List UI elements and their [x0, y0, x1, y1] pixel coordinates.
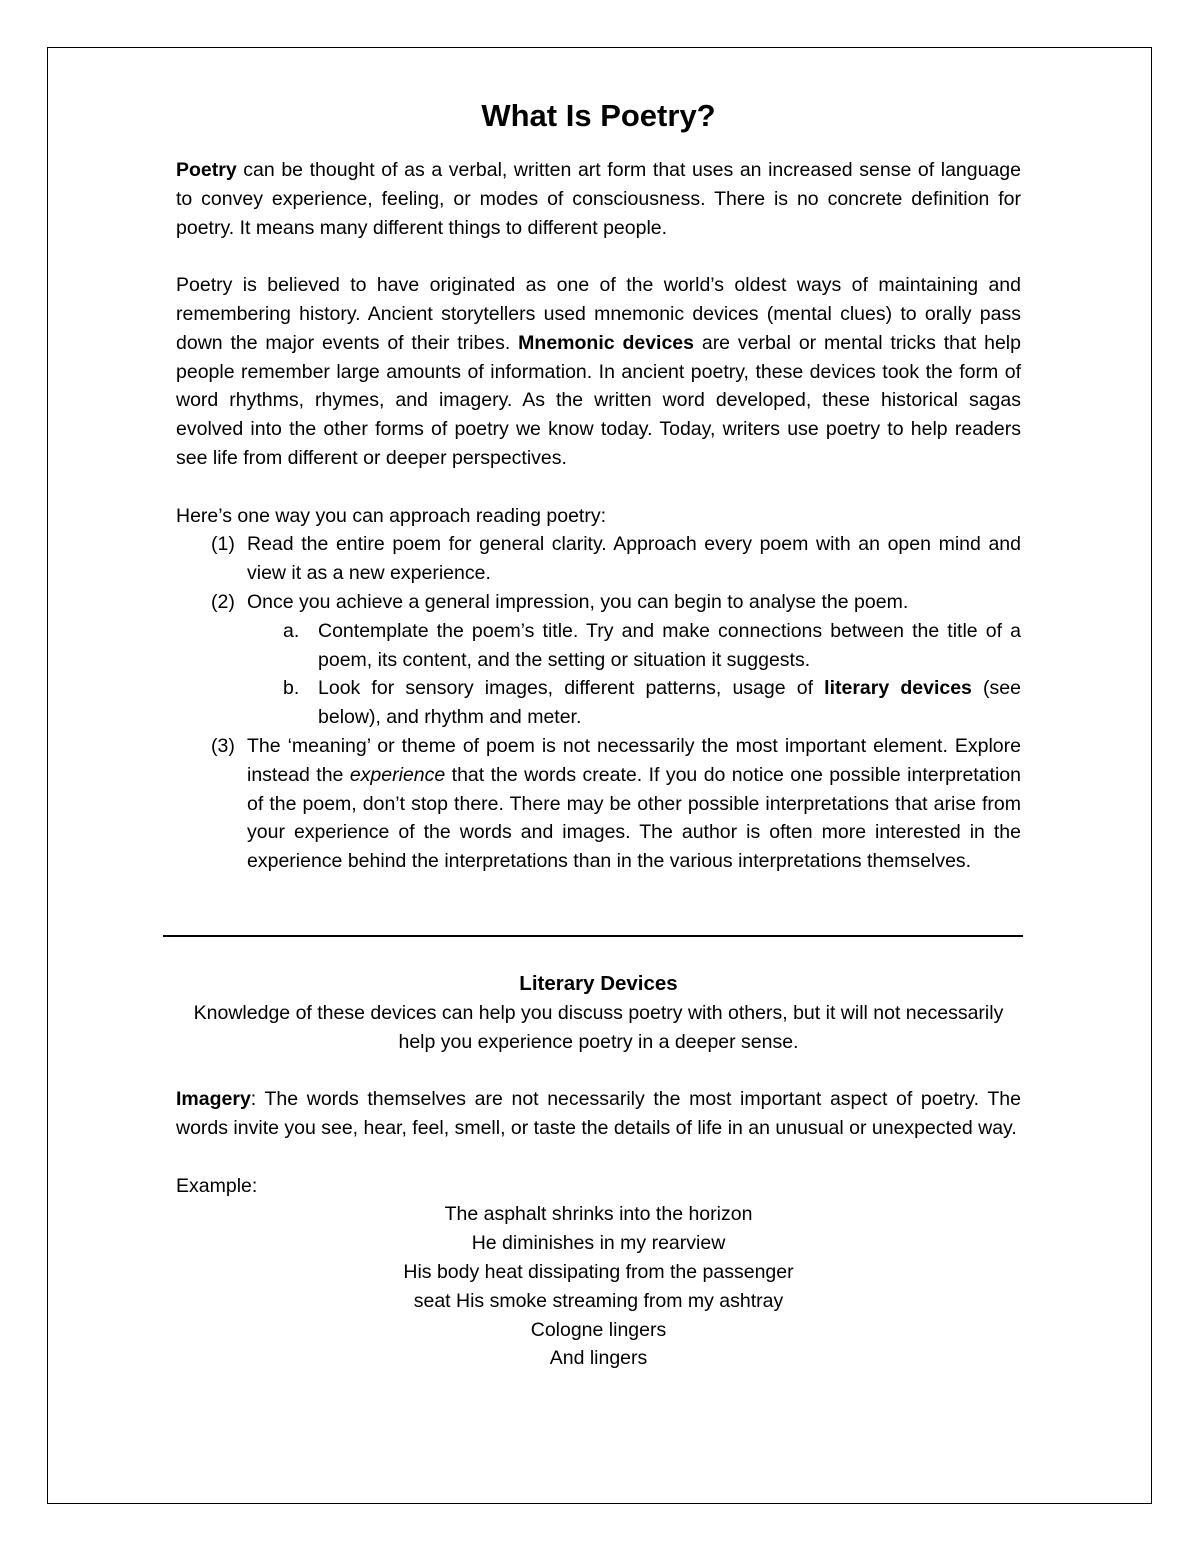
step-text: Once you achieve a general impression, you can begin to analyse the poem. — [247, 590, 909, 613]
step-text: Read the entire poem for general clarity. Approach every poem with an open mind and view it as a new experience. — [247, 533, 1021, 585]
step-text-pre: The ‘meaning’ or theme of poem is not necessarily the most important element. Explore instead the — [247, 734, 1021, 786]
approach-lead: Here’s one way you can approach reading poetry: — [176, 504, 606, 527]
history-term: Mnemonic devices — [518, 331, 694, 354]
intro-paragraph — [176, 156, 1021, 242]
section-heading: Literary Devices — [519, 972, 678, 995]
intro-term: Poetry — [176, 159, 237, 181]
history-text-1: Poetry is believed to have originated as one of the world’s oldest ways of maintaining and remembering history. Ancient storytellers used mnemonic devices (mental clues) to orally pass down the major events of their tribes. — [176, 274, 1021, 354]
sub-step-term: literary devices — [824, 677, 972, 700]
poem-line: His body heat dissipating from the passenger — [403, 1260, 794, 1283]
page-title: What Is Poetry? — [481, 98, 716, 133]
example-poem — [176, 1200, 1021, 1373]
imagery-text: : The words themselves are not necessarily the most important aspect of poetry. The words invite you see, hear, feel, smell, or taste the details of life in an unusual or unexpected way. — [176, 1088, 1021, 1139]
step-number: (2) — [211, 590, 235, 613]
sub-step-letter: b. — [283, 677, 300, 700]
imagery-paragraph — [176, 1085, 1021, 1143]
poem-line: seat His smoke streaming from my ashtray — [413, 1289, 784, 1312]
sub-step-item — [247, 617, 1021, 675]
step-item — [176, 530, 1021, 588]
section-subtitle: Knowledge of these devices can help you discuss poetry with others, but it will not necessarily help you experience poetry in a deeper sense. — [193, 1001, 1004, 1053]
step-emphasis: experience — [349, 763, 446, 786]
step-item — [176, 732, 1021, 876]
literary-devices-section — [176, 970, 1021, 1373]
poem-line: And lingers — [549, 1347, 648, 1370]
main-content — [176, 96, 1021, 876]
sub-step-letter: a. — [283, 619, 300, 642]
poem-line: Cologne lingers — [530, 1318, 667, 1341]
sub-step-text: Contemplate the poem’s title. Try and make connections between the title of a poem, its content, and the setting or situation it suggests. — [318, 619, 1021, 671]
poem-line: He diminishes in my rearview — [471, 1232, 726, 1255]
step-number: (3) — [211, 734, 235, 757]
approach-steps — [176, 530, 1021, 876]
history-paragraph — [176, 271, 1021, 473]
section-divider — [163, 935, 1023, 937]
poem-line: The asphalt shrinks into the horizon — [444, 1203, 753, 1226]
step-text-post: that the words create. If you do notice one possible interpretation of the poem, don’t stop there. There may be other possible interpretations that arise from your experience of the words and images. The author is often more interested in the experience behind the interpretations than in the various interpretations themselves. — [247, 763, 1021, 873]
sub-step-item — [247, 674, 1021, 732]
intro-text: can be thought of as a verbal, written art form that uses an increased sense of language to convey experience, feeling, or modes of consciousness. There is no concrete definition for poetry. It means many different things to different people. — [176, 159, 1021, 239]
imagery-term: Imagery — [176, 1088, 251, 1111]
sub-step-text-post: (see below), and rhythm and meter. — [318, 677, 1021, 729]
example-label: Example: — [176, 1174, 258, 1197]
step-item — [176, 588, 1021, 732]
history-text-2: are verbal or mental tricks that help people remember large amounts of information. In ancient poetry, these devices took the form of word rhythms, rhymes, and imagery. As the written word developed, these historical sagas evolved into the other forms of poetry we know today. Today, writers use poetry to help readers see life from different or deeper perspectives. — [176, 331, 1021, 469]
sub-step-text-pre: Look for sensory images, different patterns, usage of — [318, 677, 825, 700]
step-number: (1) — [211, 533, 235, 556]
sub-steps — [247, 617, 1021, 732]
